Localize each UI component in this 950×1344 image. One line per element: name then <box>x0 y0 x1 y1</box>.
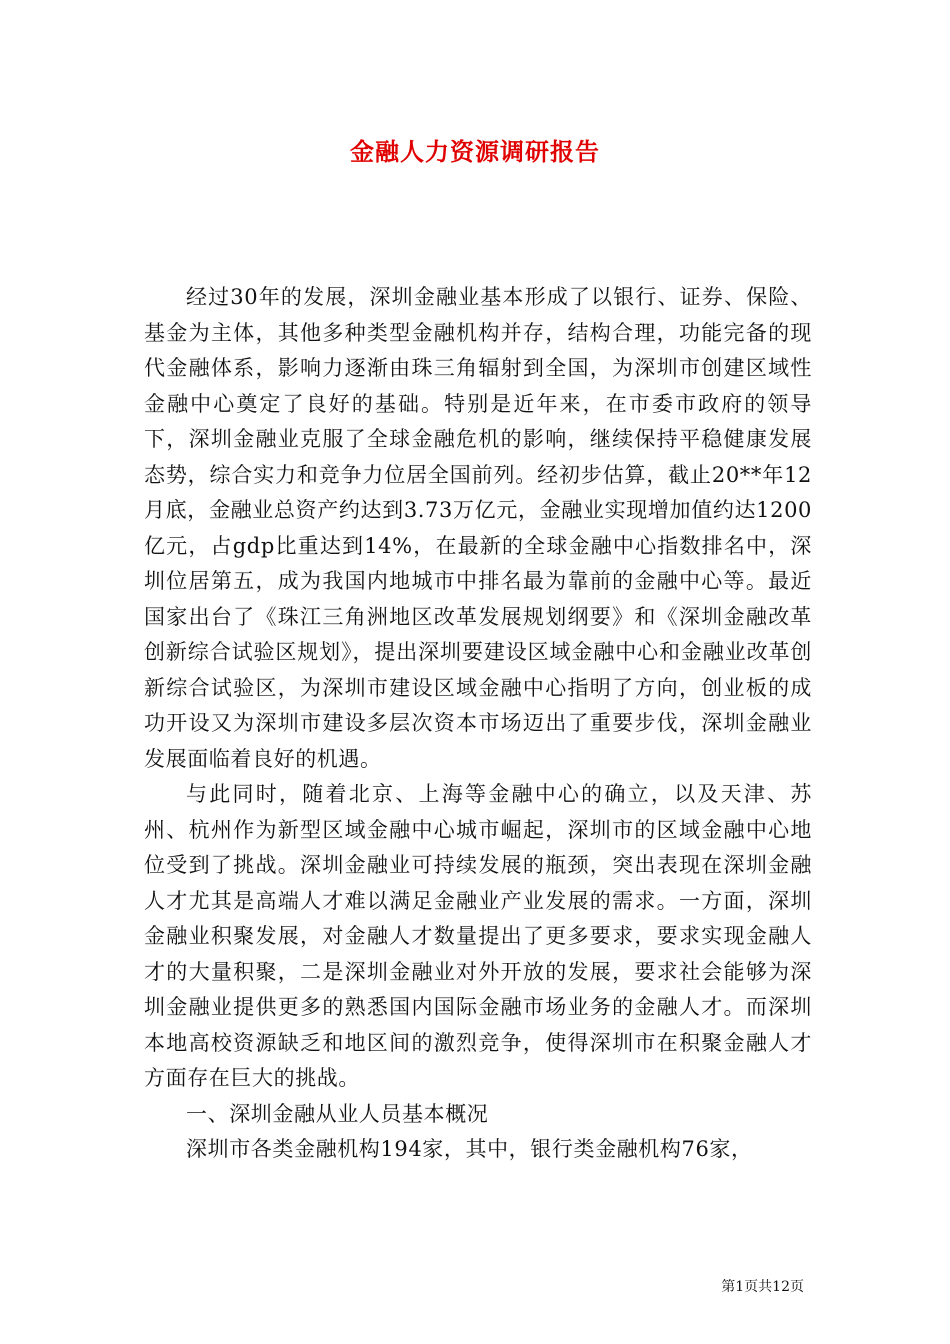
document-body <box>144 280 812 1168</box>
section-heading: 一、深圳金融从业人员基本概况 <box>186 1101 489 1126</box>
paragraph-challenges: 与此同时，随着北京、上海等金融中心的确立，以及天津、苏州、杭州作为新型区域金融中心城市崛起，深圳市的区域金融中心地位受到了挑战。深圳金融业可持续发展的瓶颈，突出表现在深圳金融人才尤其是高端人才难以满足金融业产业发展的需求。一方面，深圳金融业积聚发展，对金融人才数量提出了更多要求，要求实现金融人才的大量积聚，二是深圳金融业对外开放的发展，要求社会能够为深圳金融业提供更多的熟悉国内国际金融市场业务的金融人才。而深圳本地高校资源缺乏和地区间的激烈竞争，使得深圳市在积聚金融人才方面存在巨大的挑战。 <box>144 782 812 1090</box>
page-number: 第1页共12页 <box>721 1279 804 1295</box>
paragraph-overview: 深圳市各类金融机构194家，其中，银行类金融机构76家， <box>186 1137 753 1161</box>
document-title: 金融人力资源调研报告 <box>350 137 600 166</box>
paragraph-intro: 经过30年的发展，深圳金融业基本形成了以银行、证券、保险、基金为主体，其他多种类型金融机构并存，结构合理，功能完备的现代金融体系，影响力逐渐由珠三角辐射到全国，为深圳市创建区域性金融中心奠定了良好的基础。特别是近年来，在市委市政府的领导下，深圳金融业克服了全球金融危机的影响，继续保持平稳健康发展态势，综合实力和竞争力位居全国前列。经初步估算，截止20**年12月底，金融业总资产约达到3.73万亿元，金融业实现增加值约达1200亿元，占gdp比重达到14%，在最新的全球金融中心指数排名中，深圳位居第五，成为我国内地城市中排名最为靠前的金融中心等。最近国家出台了《珠江三角洲地区改革发展规划纲要》和《深圳金融改革创新综合试验区规划》，提出深圳要建设区域金融中心和金融业改革创新综合试验区，为深圳市建设区域金融中心指明了方向，创业板的成功开设又为深圳市建设多层次资本市场迈出了重要步伐，深圳金融业发展面临着良好的机遇。 <box>144 285 812 771</box>
